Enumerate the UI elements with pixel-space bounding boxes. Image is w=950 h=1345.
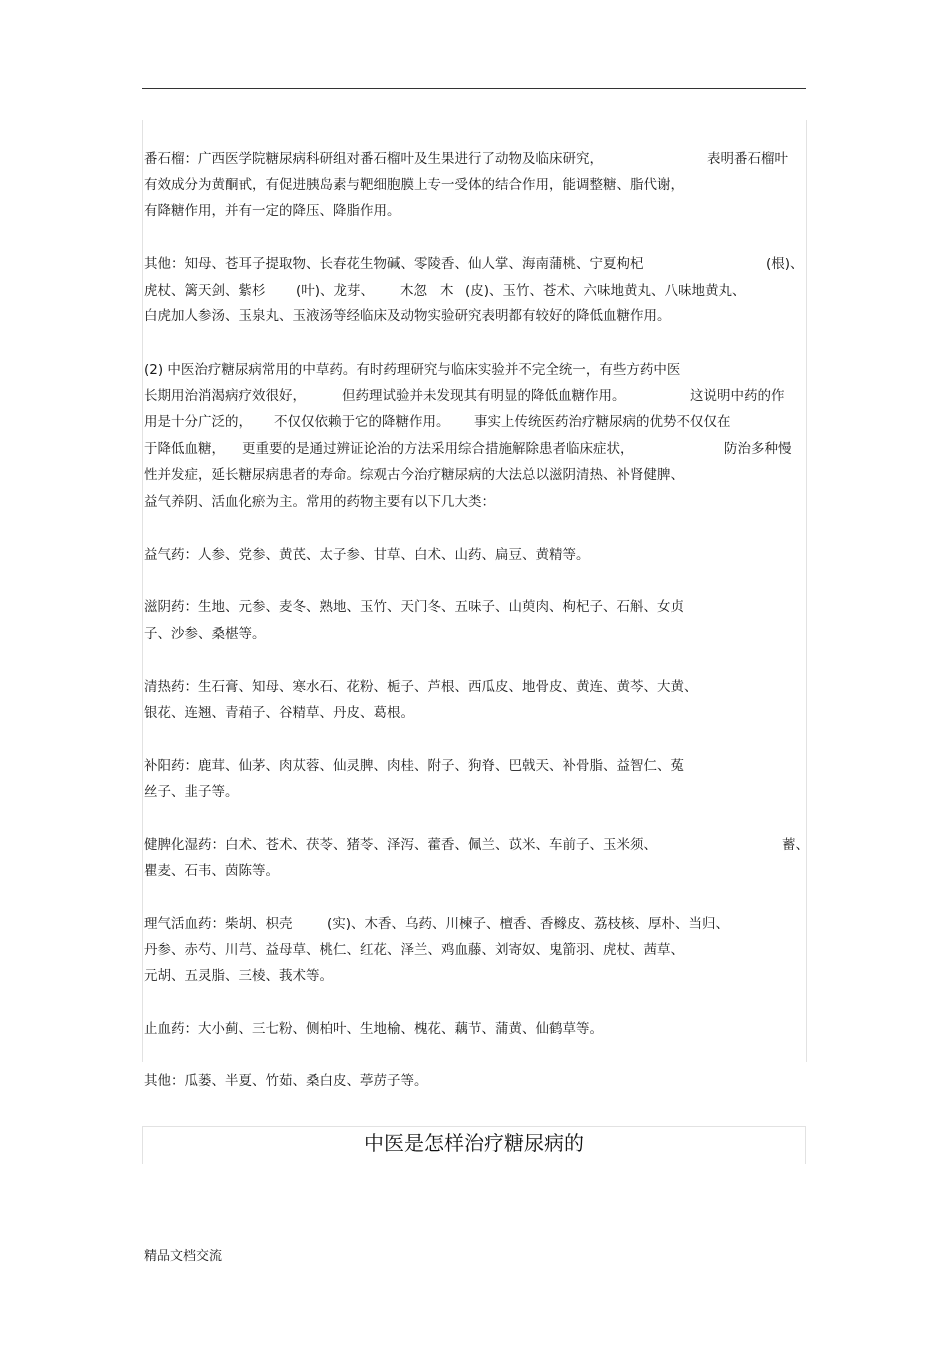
text-line: 番石榴：广西医学院糖尿病科研组对番石榴叶及生果进行了动物及临床研究， bbox=[144, 151, 603, 167]
text-line: 长期用治消渴病疗效很好， bbox=[144, 388, 306, 404]
text-line: 子、沙参、桑椹等。 bbox=[144, 626, 266, 642]
paragraph-others-final: 其他：瓜蒌、半夏、竹茹、桑白皮、葶苈子等。 bbox=[144, 1073, 428, 1089]
text-line: 补阳药：鹿茸、仙茅、肉苁蓉、仙灵脾、肉桂、附子、狗脊、巴戟天、补骨脂、益智仁、菟 bbox=[144, 758, 684, 774]
text-line: 丹参、赤芍、川芎、益母草、桃仁、红花、泽兰、鸡血藤、刘寄奴、鬼箭羽、虎杖、茜草、 bbox=[144, 942, 684, 958]
text-line: 丝子、韭子等。 bbox=[144, 784, 239, 800]
text-line: 更重要的是通过辨证论治的方法采用综合措施解除患者临床症状， bbox=[242, 441, 634, 457]
text-line: 蓄、 bbox=[782, 837, 809, 853]
text-line: 用是十分广泛的， bbox=[144, 414, 252, 430]
text-line: (皮)、玉竹、苍术、六味地黄丸、八味地黄丸、 bbox=[465, 283, 746, 299]
paragraph-hemostatic: 止血药：大小蓟、三七粉、侧柏叶、生地榆、槐花、藕节、蒲黄、仙鹤草等。 bbox=[144, 1021, 603, 1037]
text-line: 健脾化湿药：白术、苍术、茯苓、猪苓、泽泻、藿香、佩兰、苡米、车前子、玉米须、 bbox=[144, 837, 657, 853]
text-line: 但药理试验并未发现其有明显的降低血糖作用。 bbox=[342, 388, 626, 404]
frame-left-border bbox=[142, 120, 143, 1062]
footer-text: 精品文档交流 bbox=[144, 1249, 223, 1264]
text-line: 清热药：生石膏、知母、寒水石、花粉、栀子、芦根、西瓜皮、地骨皮、黄连、黄芩、大黄、 bbox=[144, 679, 698, 695]
text-line: 元胡、五灵脂、三棱、莪术等。 bbox=[144, 968, 333, 984]
text-line: 虎杖、篱天剑、紫杉 bbox=[144, 283, 266, 299]
text-line: 事实上传统医药治疗糖尿病的优势不仅仅在 bbox=[474, 414, 731, 430]
text-line: (2) 中医治疗糖尿病常用的中草药。有时药理研究与临床实验并不完全统一，有些方药中医 bbox=[144, 362, 681, 378]
text-line: 木 bbox=[440, 283, 454, 299]
text-line: 有降糖作用，并有一定的降压、降脂作用。 bbox=[144, 203, 401, 219]
text-line: (叶)、龙芽、 bbox=[296, 283, 375, 299]
text-line: 于降低血糖， bbox=[144, 441, 225, 457]
text-line: 这说明中药的作 bbox=[690, 388, 785, 404]
text-line: 防治多种慢 bbox=[724, 441, 792, 457]
text-line: 滋阴药：生地、元参、麦冬、熟地、玉竹、天门冬、五味子、山萸肉、枸杞子、石斛、女贞 bbox=[144, 599, 684, 615]
heading-box bbox=[142, 1126, 806, 1164]
top-rule bbox=[142, 88, 806, 89]
text-line: 银花、连翘、青葙子、谷精草、丹皮、葛根。 bbox=[144, 705, 414, 721]
text-line: 理气活血药：柴胡、枳壳 bbox=[144, 916, 293, 932]
text-line: (根)、 bbox=[766, 256, 804, 272]
text-line: 有效成分为黄酮甙，有促进胰岛素与靶细胞膜上专一受体的结合作用，能调整糖、脂代谢， bbox=[144, 177, 684, 193]
text-line: 不仅仅依赖于它的降糖作用。 bbox=[274, 414, 450, 430]
section-heading: 中医是怎样治疗糖尿病的 bbox=[364, 1131, 584, 1155]
text-line: 瞿麦、石韦、茵陈等。 bbox=[144, 863, 279, 879]
paragraph-qi-tonics: 益气药：人参、党参、黄芪、太子参、甘草、白术、山药、扁豆、黄精等。 bbox=[144, 547, 590, 563]
frame-right-border bbox=[806, 120, 807, 1062]
text-line: (实)、木香、乌药、川楝子、檀香、香橼皮、荔枝核、厚朴、当归、 bbox=[327, 916, 730, 932]
text-line: 白虎加人参汤、玉泉丸、玉液汤等经临床及动物实验研究表明都有较好的降低血糖作用。 bbox=[144, 308, 671, 324]
text-line: 其他：知母、苍耳子提取物、长春花生物碱、零陵香、仙人掌、海南蒲桃、宁夏枸杞 bbox=[144, 256, 644, 272]
text-line: 益气养阴、活血化瘀为主。常用的药物主要有以下几大类： bbox=[144, 494, 495, 510]
text-line: 表明番石榴叶 bbox=[707, 151, 788, 167]
text-line: 性并发症，延长糖尿病患者的寿命。综观古今治疗糖尿病的大法总以滋阴清热、补肾健脾、 bbox=[144, 467, 684, 483]
text-line: 木忽 bbox=[400, 283, 427, 299]
